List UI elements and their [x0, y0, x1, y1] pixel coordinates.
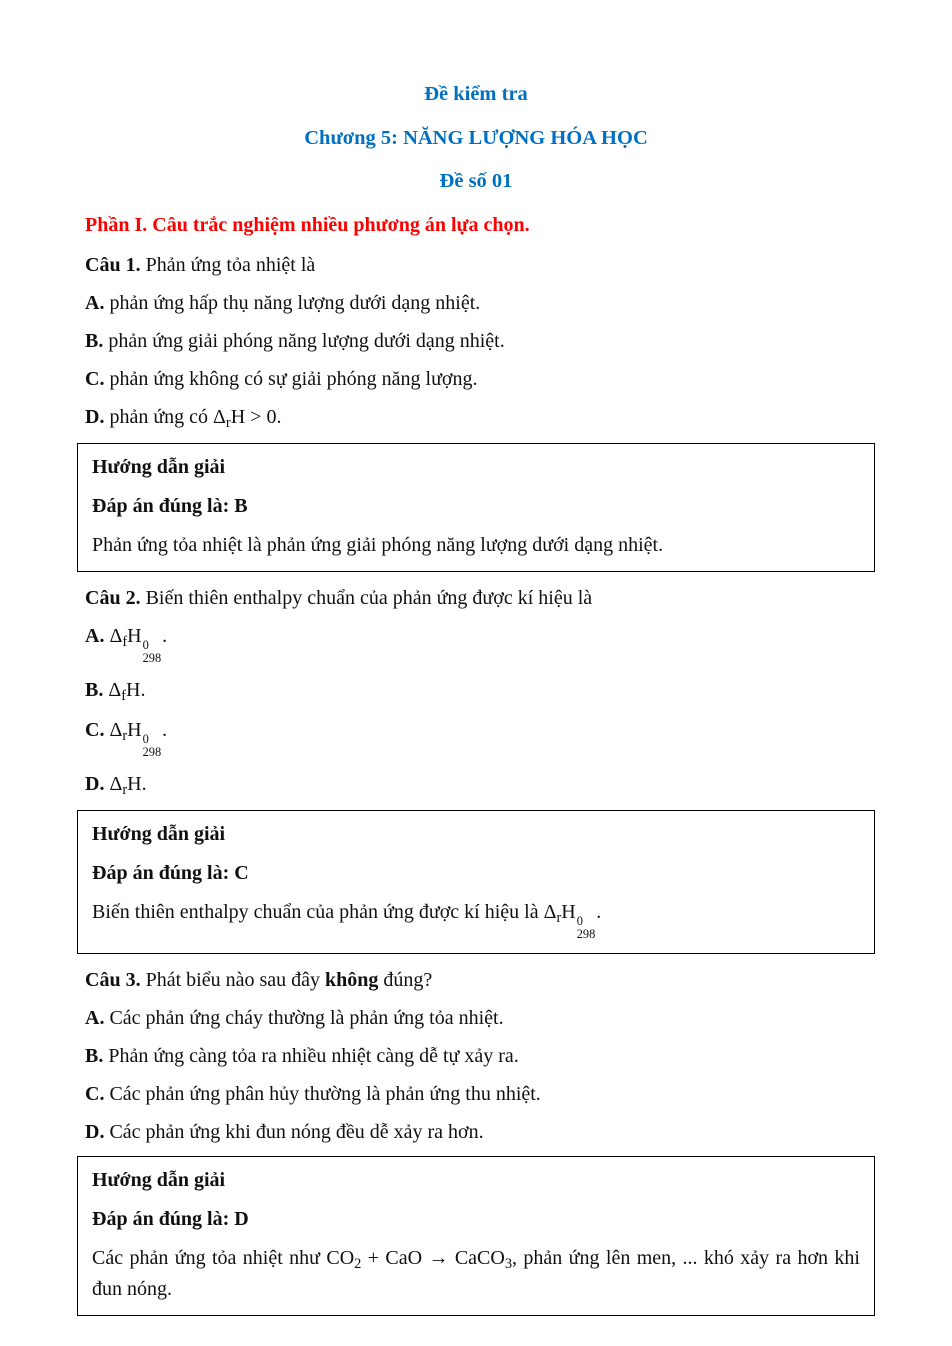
question-1-option-d	[85, 403, 867, 433]
text-run: , phản ứng lên men, ... khó xảy ra hơn khi đun nóng.	[92, 1247, 860, 1300]
text-run-bold: Câu 1.	[85, 254, 146, 277]
question-1-option-c	[85, 365, 867, 393]
formula-superscript-subscript	[577, 915, 596, 942]
solution-box-2	[77, 810, 875, 955]
text-run-bold: Phần I. Câu trắc nghiệm nhiều phương án lựa chọn.	[85, 214, 530, 237]
text-run: Phản ứng càng tỏa ra nhiều nhiệt càng dễ tự xảy ra.	[108, 1045, 519, 1068]
formula-subscript: 298	[576, 927, 596, 942]
doc-title	[85, 80, 867, 109]
text-run-bold: C.	[85, 368, 110, 391]
text-run-bold: Chương 5: NĂNG LƯỢNG HÓA HỌC	[304, 126, 648, 149]
text-run-bold: B.	[85, 678, 109, 701]
solution-answer	[92, 859, 860, 887]
question-3	[85, 966, 867, 994]
text-run: H	[561, 900, 576, 923]
text-run-bold: Đáp án đúng là: D	[92, 1208, 249, 1231]
text-run: .	[162, 719, 168, 742]
question-2-option-a	[85, 622, 867, 666]
text-run: 3	[504, 1256, 513, 1273]
text-run: H.	[126, 678, 146, 701]
text-run: Δ	[109, 625, 123, 648]
solution-box-3	[77, 1156, 875, 1315]
question-2-option-d	[85, 770, 867, 800]
text-run: Phát biểu nào sau đây	[145, 969, 325, 992]
text-run: Δ	[108, 678, 122, 701]
formula-subscript: 298	[142, 651, 162, 666]
text-run: Phản ứng tỏa nhiệt là	[145, 254, 316, 277]
solution-heading	[92, 820, 860, 848]
question-1-option-b	[85, 327, 867, 355]
text-run: Δ	[543, 900, 557, 923]
text-run: phản ứng giải phóng năng lượng dưới dạng nhiệt.	[108, 330, 505, 353]
text-run: f	[122, 634, 128, 651]
text-run: .	[162, 625, 168, 648]
text-run: phản ứng hấp thụ năng lượng dưới dạng nhiệt.	[109, 292, 481, 315]
text-run-bold: Hướng dẫn giải	[92, 822, 226, 845]
text-run-bold: Hướng dẫn giải	[92, 456, 226, 479]
text-run-bold: Đáp án đúng là: B	[92, 495, 248, 518]
text-run: .	[596, 900, 602, 923]
text-run-bold: A.	[85, 1007, 110, 1030]
text-run: + CaO → CaCO	[361, 1247, 505, 1270]
question-2-option-b	[85, 676, 867, 706]
formula-superscript-subscript	[143, 733, 162, 760]
question-1	[85, 251, 867, 279]
solution-answer	[92, 492, 860, 520]
solution-heading	[92, 453, 860, 481]
text-run-bold: Đề số 01	[439, 170, 513, 193]
text-run: r	[556, 909, 562, 926]
solution-text	[92, 531, 860, 559]
question-3-option-c	[85, 1080, 867, 1108]
text-run-bold: B.	[85, 1045, 109, 1068]
question-3-option-d	[85, 1118, 867, 1146]
formula-superscript: 0	[142, 731, 149, 746]
question-2	[85, 584, 867, 612]
formula-superscript: 0	[576, 913, 583, 928]
question-3-option-b	[85, 1042, 867, 1070]
text-run-bold: Hướng dẫn giải	[92, 1169, 226, 1192]
formula-subscript: 298	[142, 745, 162, 760]
question-3-option-a	[85, 1004, 867, 1032]
text-run: Các phản ứng cháy thường là phản ứng tỏa nhiệt.	[109, 1007, 504, 1030]
text-run: H.	[127, 772, 147, 795]
text-run-bold: D.	[85, 772, 110, 795]
text-run: r	[122, 728, 128, 745]
text-run: r	[225, 415, 231, 432]
text-run: H	[127, 719, 142, 742]
solution-answer	[92, 1205, 860, 1233]
text-run: phản ứng không có sự giải phóng năng lượng.	[109, 368, 478, 391]
text-run: H	[127, 625, 142, 648]
text-run-bold: A.	[85, 292, 110, 315]
text-run: Biến thiên enthalpy chuẩn của phản ứng được kí hiệu là	[92, 900, 544, 923]
text-run: đúng?	[378, 969, 433, 992]
doc-chapter	[85, 124, 867, 153]
text-run: Các phản ứng khi đun nóng đều dễ xảy ra hơn.	[109, 1121, 484, 1144]
text-run-bold: không	[324, 969, 379, 992]
text-run: Phản ứng tỏa nhiệt là phản ứng giải phóng năng lượng dưới dạng nhiệt.	[92, 534, 664, 557]
text-run-bold: Đáp án đúng là: C	[92, 861, 249, 884]
question-1-option-a	[85, 289, 867, 317]
text-run-bold: D.	[85, 1121, 110, 1144]
text-run: f	[121, 687, 127, 704]
text-run: H > 0.	[230, 406, 282, 429]
text-run: Các phản ứng phân hủy thường là phản ứng thu nhiệt.	[109, 1083, 541, 1106]
section-1-heading	[85, 211, 867, 239]
text-run: phản ứng có Δ	[109, 406, 226, 429]
text-run-bold: Đề kiểm tra	[424, 83, 528, 105]
solution-box-1	[77, 443, 875, 572]
text-run-bold: Câu 2.	[85, 587, 146, 610]
text-run-bold: D.	[85, 406, 110, 429]
question-2-option-c	[85, 716, 867, 760]
doc-exam-number	[85, 167, 867, 196]
solution-heading	[92, 1166, 860, 1194]
text-run-bold: C.	[85, 719, 110, 742]
text-run: Δ	[109, 772, 123, 795]
text-run: Δ	[109, 719, 123, 742]
formula-superscript-subscript	[143, 639, 162, 666]
text-run-bold: B.	[85, 330, 109, 353]
text-run: 2	[354, 1256, 362, 1273]
text-run: Biến thiên enthalpy chuẩn của phản ứng được kí hiệu là	[145, 587, 593, 610]
text-run-bold: Câu 3.	[85, 969, 146, 992]
text-run: Các phản ứng tỏa nhiệt như CO	[92, 1247, 355, 1270]
formula-superscript: 0	[142, 638, 149, 653]
solution-text	[92, 898, 860, 942]
text-run-bold: A.	[85, 625, 110, 648]
text-run: r	[122, 781, 128, 798]
solution-text	[92, 1244, 860, 1302]
text-run-bold: C.	[85, 1083, 110, 1106]
